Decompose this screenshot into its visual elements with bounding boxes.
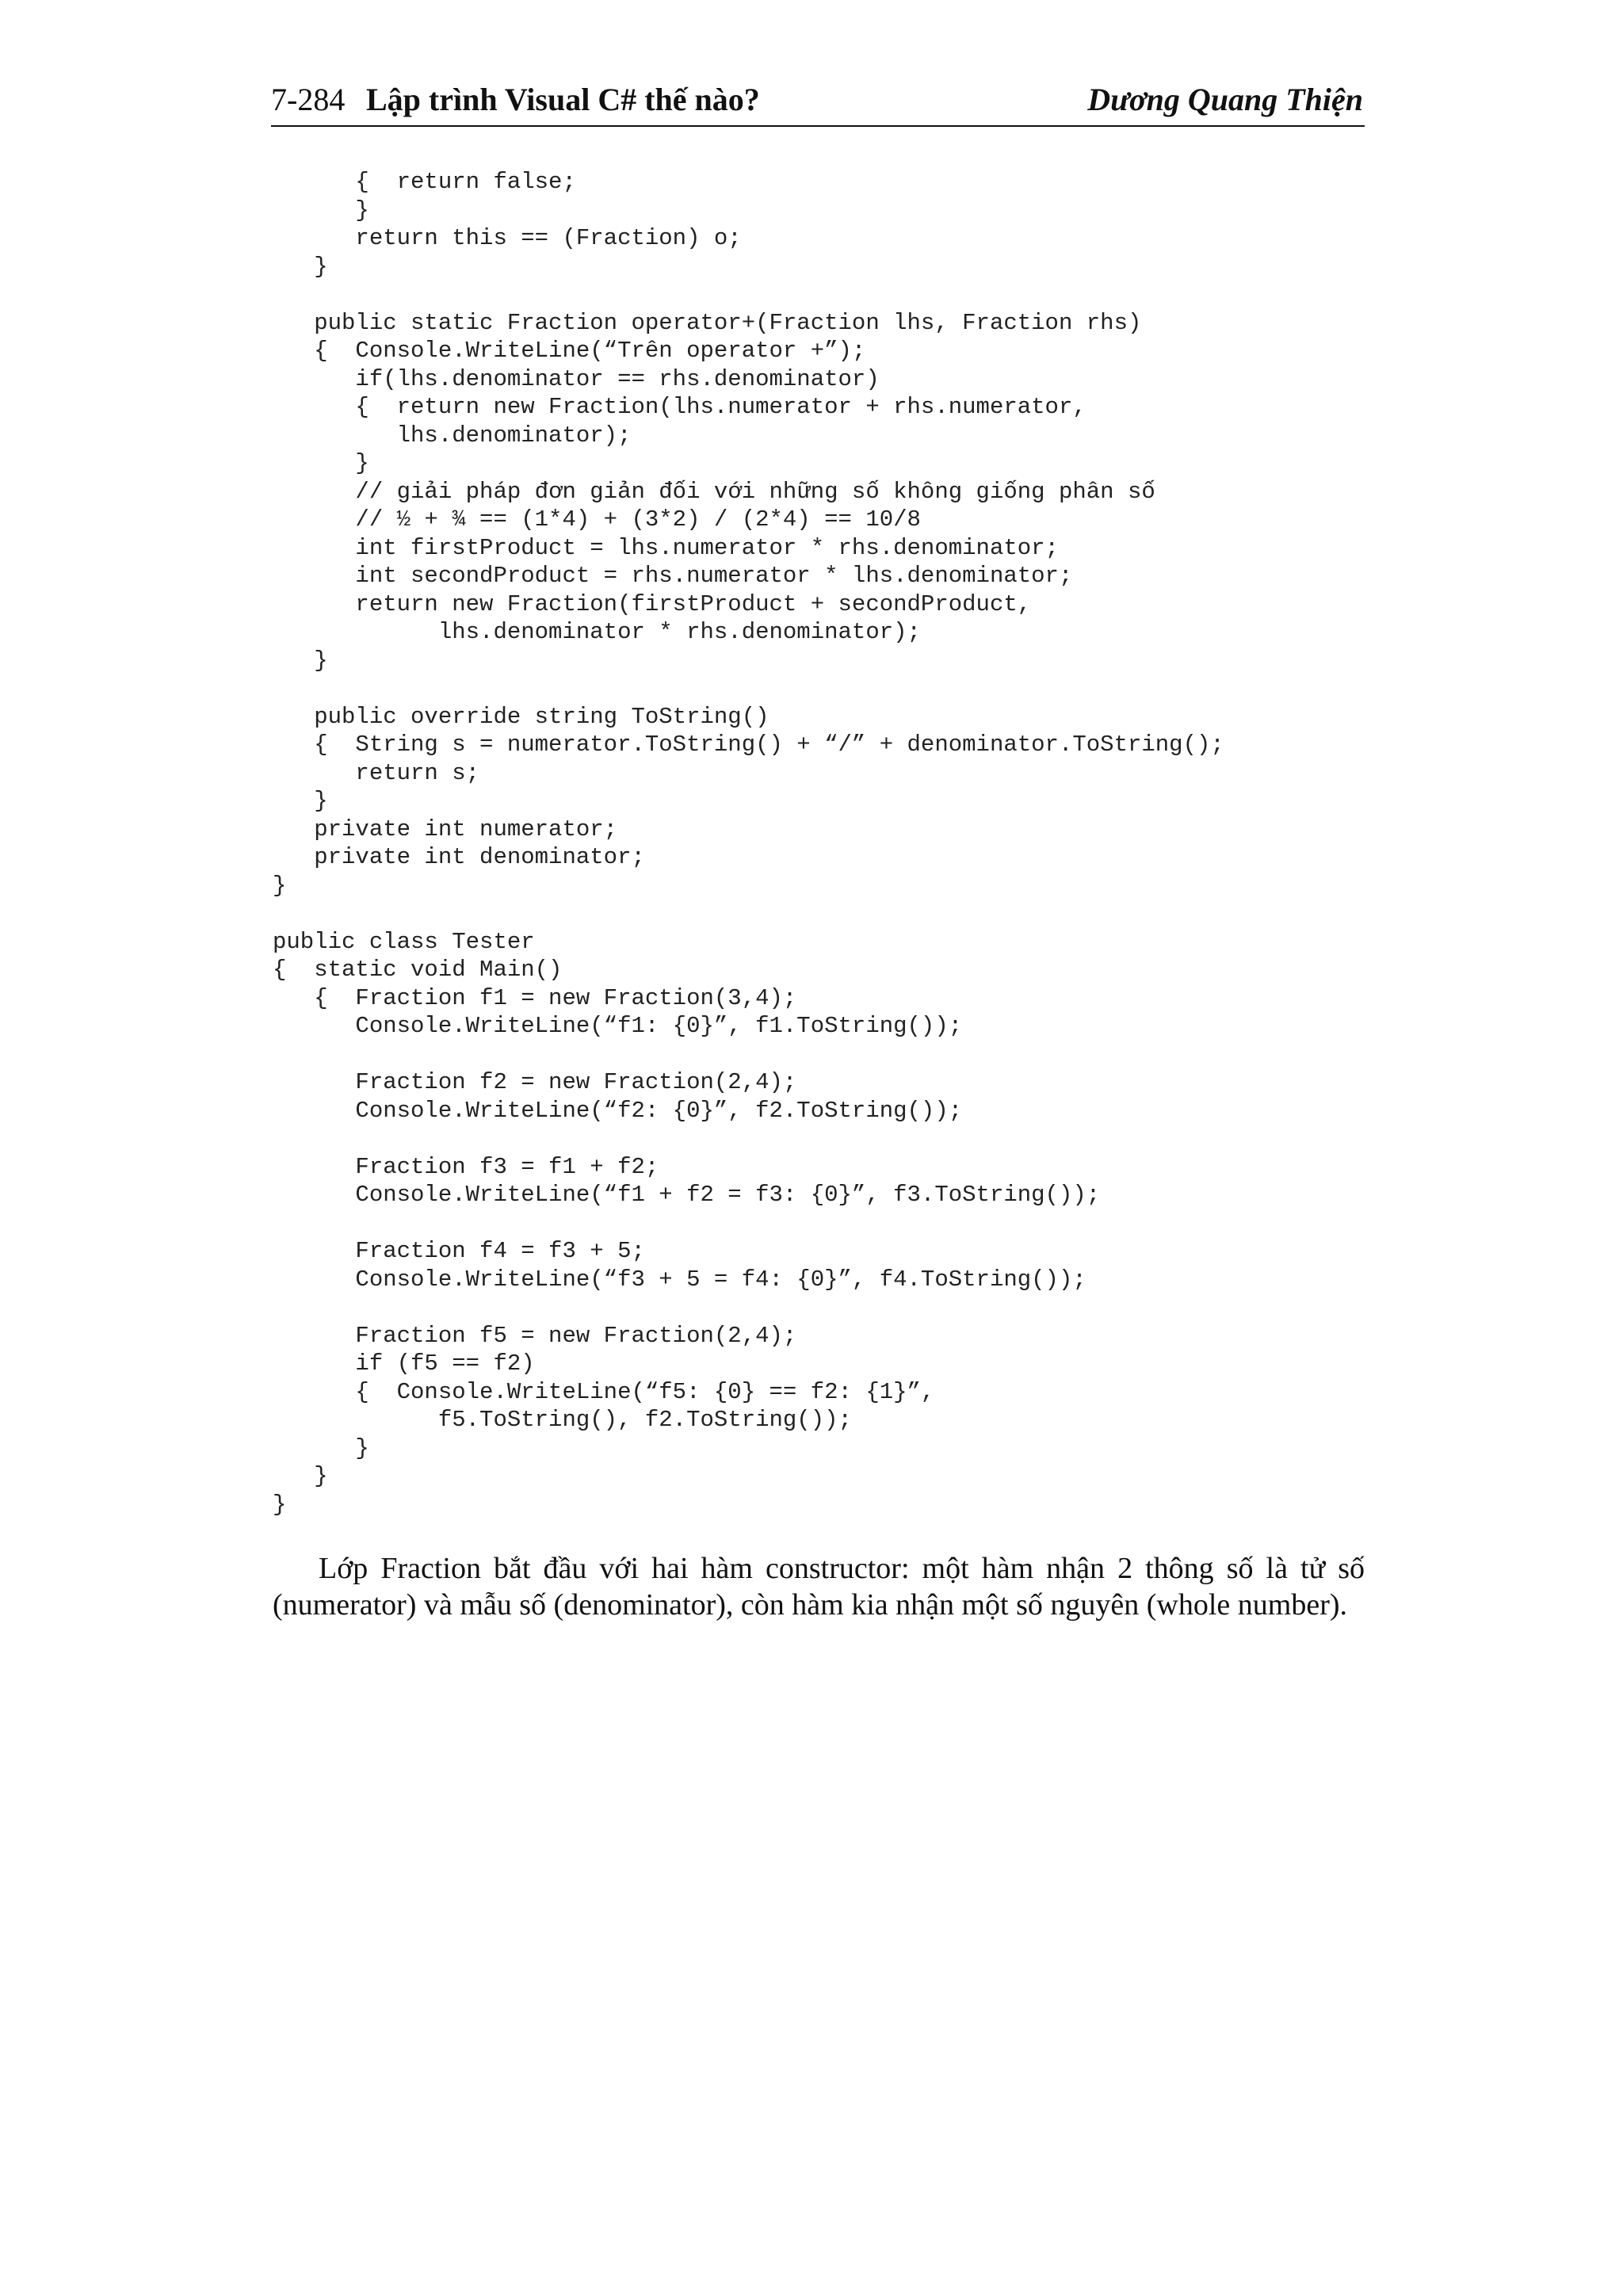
code-line: if(lhs.denominator == rhs.denominator) xyxy=(273,365,880,392)
code-line: public class Tester xyxy=(273,928,535,955)
code-line: { String s = numerator.ToString() + “/” + denominator.ToString(); xyxy=(273,732,1224,758)
code-line: if (f5 == f2) xyxy=(273,1350,535,1377)
code-line: { return new Fraction(lhs.numerator + rhs.numerator, xyxy=(273,394,1086,420)
code-line xyxy=(273,1209,1366,1238)
code-line: Fraction f2 = new Fraction(2,4); xyxy=(273,1069,797,1095)
code-line: int firstProduct = lhs.numerator * rhs.denominator; xyxy=(273,534,1059,561)
code-line: { Fraction f1 = new Fraction(3,4); xyxy=(273,984,797,1011)
code-line: private int denominator; xyxy=(273,844,645,870)
code-line: Console.WriteLine(“f1 + f2 = f3: {0}”, f3.ToString()); xyxy=(273,1182,1101,1208)
code-line: // ½ + ¾ == (1*4) + (3*2) / (2*4) == 10/8 xyxy=(273,506,921,533)
code-line xyxy=(273,281,1366,309)
code-line: } xyxy=(273,450,369,476)
code-line: { Console.WriteLine(“Trên operator +”); xyxy=(273,338,866,364)
code-line: } xyxy=(273,1463,328,1489)
book-title: Lập trình Visual C# thế nào? xyxy=(366,82,760,117)
code-line: public static Fraction operator+(Fraction lhs, Fraction rhs) xyxy=(273,309,1142,336)
code-line xyxy=(273,1293,1366,1322)
code-line: lhs.denominator * rhs.denominator); xyxy=(273,619,921,645)
code-line: } xyxy=(273,872,287,899)
code-line: } xyxy=(273,253,328,280)
code-line: } xyxy=(273,788,328,814)
code-line: Fraction f5 = new Fraction(2,4); xyxy=(273,1322,797,1349)
code-line xyxy=(273,1125,1366,1153)
page-number: 7-284 xyxy=(271,82,346,117)
code-line: { Console.WriteLine(“f5: {0} == f2: {1}”, xyxy=(273,1378,935,1405)
code-line: return new Fraction(firstProduct + secondProduct, xyxy=(273,590,1032,617)
body-paragraph: Lớp Fraction bắt đầu với hai hàm constructor: một hàm nhận 2 thông số là tử số (numerator) và mẫu số (denominator), còn hàm kia nhận một số nguyên (whole number). xyxy=(273,1552,1365,1622)
code-line xyxy=(273,900,1366,928)
code-line: // giải pháp đơn giản đối với những số không giống phân số xyxy=(273,478,1155,505)
code-line xyxy=(273,674,1366,703)
code-line: int secondProduct = rhs.numerator * lhs.denominator; xyxy=(273,563,1073,589)
code-line: Console.WriteLine(“f1: {0}”, f1.ToString()); xyxy=(273,1013,963,1039)
code-line: return this == (Fraction) o; xyxy=(273,225,742,251)
code-line: } xyxy=(273,197,369,223)
code-line: lhs.denominator); xyxy=(273,422,632,449)
code-line: private int numerator; xyxy=(273,816,618,842)
code-line: } xyxy=(273,647,328,674)
code-line: } xyxy=(273,1435,369,1461)
code-line xyxy=(273,1041,1366,1069)
code-line: Fraction f4 = f3 + 5; xyxy=(273,1238,645,1264)
code-line: Fraction f3 = f1 + f2; xyxy=(273,1153,659,1180)
code-line: { static void Main() xyxy=(273,957,563,983)
code-line: f5.ToString(), f2.ToString()); xyxy=(273,1407,852,1433)
code-line: public override string ToString() xyxy=(273,703,769,730)
code-listing xyxy=(273,168,1366,1519)
code-line: { return false; xyxy=(273,169,576,195)
code-line: Console.WriteLine(“f3 + 5 = f4: {0}”, f4.ToString()); xyxy=(273,1266,1086,1293)
page-header xyxy=(271,76,1365,127)
author-name: Dương Quang Thiện xyxy=(1087,82,1363,117)
code-line: Console.WriteLine(“f2: {0}”, f2.ToString()); xyxy=(273,1097,963,1124)
code-line: return s; xyxy=(273,759,480,786)
code-line: } xyxy=(273,1491,287,1518)
